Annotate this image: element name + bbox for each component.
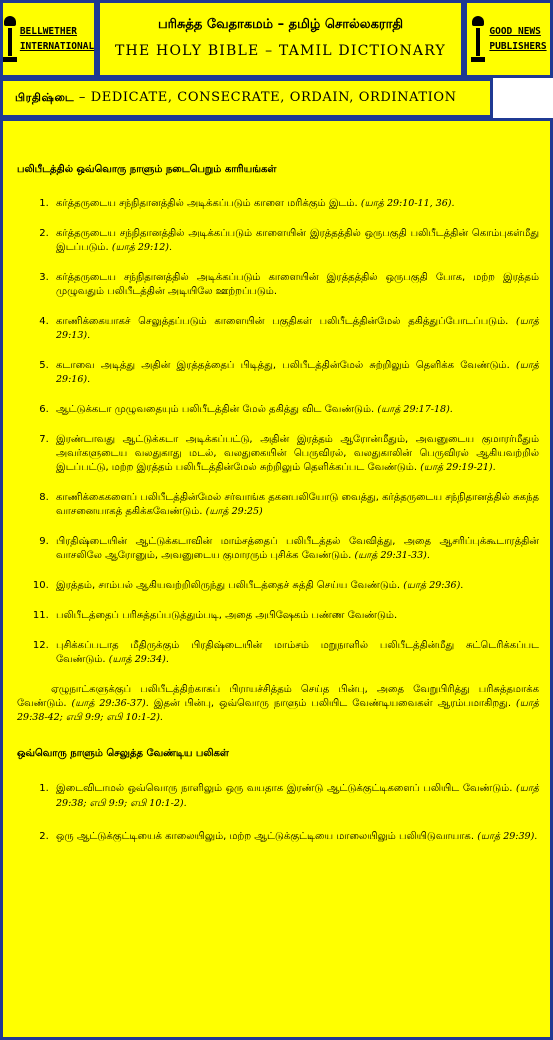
section2-title: ஒவ்வொரு நாளும் செலுத்த வேண்டிய பலிகள் bbox=[17, 748, 229, 759]
item-text: கர்த்தருடைய சந்நிதானத்தில் அடிக்கப்படும் காளையின் இரத்தத்தில் ஒருபகுதி போக, மற்ற இரத்தம் முழுவதும் பலிபீடத்தின் அடியிலே ஊற்றப்படும். bbox=[56, 272, 539, 297]
item-text: கர்த்தருடைய சந்நிதானத்தில் அடிக்கப்படும் காளை மரிக்கும் இடம். bbox=[56, 198, 361, 209]
entry-heading bbox=[0, 78, 493, 118]
item-text: பலிபீடத்தைப் பரிசுத்தப்படுத்தும்படி, அதை அபிஷேகம் பண்ண வேண்டும். bbox=[56, 610, 398, 621]
item-reference: (யாத் 29:25) bbox=[205, 506, 263, 517]
bellwether-mark-icon bbox=[3, 16, 17, 62]
section1-list bbox=[17, 197, 539, 667]
list-item bbox=[52, 271, 539, 299]
list-item bbox=[52, 227, 539, 255]
list-item bbox=[52, 403, 539, 417]
item-text: இடைவிடாமல் ஒவ்வொரு நாளிலும் ஒரு வயதாக இரண்டு ஆட்டுக்குட்டிகளைப் பலியிட வேண்டும். bbox=[56, 783, 516, 794]
entry-tamil: பிரதிஷ்டை bbox=[15, 91, 75, 104]
para-ref1: (யாத் 29:36-37). bbox=[71, 698, 149, 709]
item-text: காணிக்கையாகச் செலுத்தப்படும் காளையின் பகுதிகள் பலிபீடத்தின்மேல் தகித்துப்போடப்படும். bbox=[56, 316, 516, 327]
list-item bbox=[52, 639, 539, 667]
item-text: ஆட்டுக்கடா முழுவதையும் பலிபீடத்தின் மேல் தகித்து விட வேண்டும். bbox=[56, 404, 378, 415]
logo-left-line2: INTERNATIONAL bbox=[19, 41, 95, 52]
section1-title: பலிபீடத்தில் ஒவ்வொரு நாளும் நடைபெறும் காரியங்கள் bbox=[17, 164, 277, 175]
item-reference: (யாத் 29:10-11, 36). bbox=[360, 198, 455, 209]
logo-right-line2: PUBLISHERS bbox=[489, 41, 547, 52]
item-reference: (யாத் 29:31-33). bbox=[354, 550, 430, 561]
summary-paragraph bbox=[17, 683, 539, 725]
bellwether-logo bbox=[0, 0, 97, 78]
list-item bbox=[52, 579, 539, 593]
section2-list bbox=[17, 781, 539, 844]
item-reference: (யாத் 29:36). bbox=[403, 580, 464, 591]
item-text: பிரதிஷ்டையின் ஆட்டுக்கடாவின் மாம்சத்தைப் பலிபீடத்தல் வேவித்து, அதை ஆசரிப்புக்கூடாரத்தின் வாசலிலே ஆரோனும், அவனுடைய குமாரரும் புசிக்க வேண்டும். bbox=[56, 536, 539, 561]
item-reference: (யாத் 29:38; எபி 9:9; எபி 10:1-2). bbox=[56, 783, 539, 809]
list-item bbox=[52, 781, 539, 811]
item-text: கடாவை அடித்து அதின் இரத்தத்தைப் பிடித்து, பலிபீடத்தின்மேல் சுற்றிலும் தெளிக்க வேண்டும். bbox=[56, 360, 516, 371]
para-text1: ஏழுநாட்களுக்குப் பலிபீடத்திற்காகப் பிராயச்சித்தம் செய்த பின்பு, அதை வேறுபிரித்து பரிசுத்தமாக்க வேண்டும். bbox=[17, 684, 539, 709]
list-item bbox=[52, 197, 539, 211]
item-text: இரண்டாவது ஆட்டுக்கடா அடிக்கப்பட்டு, அதின் இரத்தம் ஆரோன்மீதும், அவனுடைய குமாரர்மீதும் அவர்களுடைய வலதுகாது மடல், வலதுகையின் பெருவிரல், வலதுகாலின் பெருவிரல் ஆகியவற்றில் இடப்பட்டு, மற்ற இரத்தம் பலிபீடத்தின்மேல் சுற்றிலும் தெளிக்கப்பட வேண்டும். bbox=[56, 434, 539, 473]
item-reference: (யாத் 29:17-18). bbox=[377, 404, 453, 415]
item-text: புசிக்கப்படாத மீதிருக்கும் பிரதிஷ்டையின் மாம்சம் மறுநாளில் பலிபீடத்தின்மீது சுட்டெரிக்கப்பட வேண்டும். bbox=[56, 640, 539, 665]
list-item bbox=[52, 491, 539, 519]
item-text: கர்த்தருடைய சந்நிதானத்தில் அடிக்கப்படும் காளையின் இரத்தத்தில் ஒருபகுதி பலிபீடத்தின் கொம்புகள்மீது இடப்படும். bbox=[56, 228, 539, 253]
item-reference: (யாத் 29:34). bbox=[108, 654, 169, 665]
list-item bbox=[52, 535, 539, 563]
logo-right-line1: GOOD NEWS bbox=[489, 26, 541, 37]
list-item bbox=[52, 359, 539, 387]
para-ref2: (யாத் 29:38-42; எபி 9:9; எபி 10:1-2). bbox=[17, 698, 539, 723]
list-item bbox=[52, 609, 539, 623]
entry-english: DEDICATE, CONSECRATE, ORDAIN, ORDINATION bbox=[90, 90, 457, 105]
good-news-mark-icon bbox=[470, 16, 486, 62]
entry-separator: – bbox=[74, 90, 91, 105]
content-panel bbox=[0, 118, 553, 1040]
item-text: ஒரு ஆட்டுக்குட்டியைக் காலையிலும், மற்ற ஆட்டுக்குட்டியை மாலையிலும் பலியிடுவாயாக. bbox=[56, 831, 478, 842]
title-english: THE HOLY BIBLE – TAMIL DICTIONARY bbox=[115, 43, 446, 59]
para-text2: இதன் பின்பு, ஒவ்வொரு நாளும் பலியிட வேண்டியவைகள் ஆரம்பமாகிறது. bbox=[148, 698, 516, 709]
item-reference: (யாத் 29:13). bbox=[56, 316, 539, 341]
item-reference: (யாத் 29:16). bbox=[56, 360, 539, 385]
title-tamil: பரிசுத்த வேதாகமம் – தமிழ் சொல்லகராதி bbox=[157, 17, 404, 32]
item-reference: (யாத் 29:12). bbox=[111, 242, 173, 253]
list-item bbox=[52, 829, 539, 844]
item-reference: (யாத் 29:19-21). bbox=[420, 462, 496, 473]
item-reference: (யாத் 29:39). bbox=[477, 831, 538, 842]
item-text: இரத்தம், சாம்பல் ஆகியவற்றிலிருந்து பலிபீடத்தைச் சுத்தி செய்ய வேண்டும். bbox=[56, 580, 404, 591]
item-text: காணிக்கைகளைப் பலிபீடத்தின்மேல் சர்வாங்க தகனபலியோடு வைத்து, கர்த்தருடைய சந்நிதானத்தில் சுகந்த வாசனையாகத் தகிக்கவேண்டும். bbox=[56, 492, 540, 517]
list-item bbox=[52, 433, 539, 475]
title-banner bbox=[97, 0, 464, 78]
good-news-logo bbox=[464, 0, 553, 78]
logo-left-line1: BELLWETHER bbox=[19, 26, 78, 37]
list-item bbox=[52, 315, 539, 343]
